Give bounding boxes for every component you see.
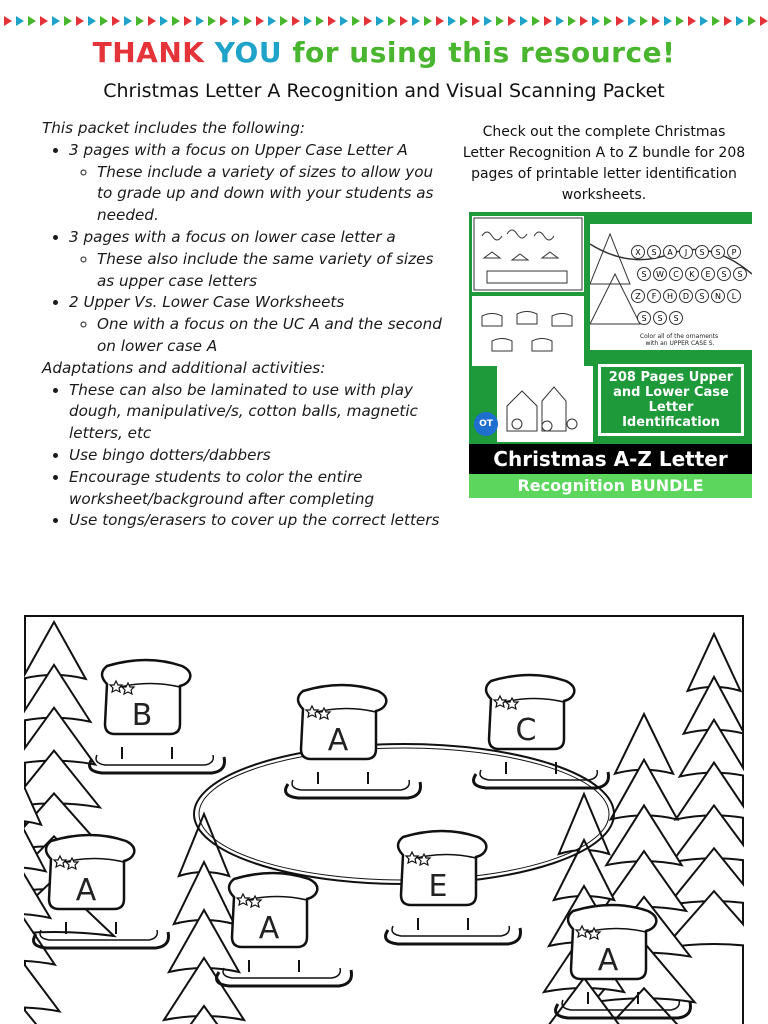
sleigh-letter: C bbox=[515, 713, 537, 748]
border-triangle bbox=[664, 16, 672, 26]
village-sketch bbox=[497, 366, 593, 442]
includes-item: • 3 pages with a focus on Upper Case Letter A ◦ These include a variety of sizes to allow you to grade up and down with your students as needed. bbox=[69, 140, 442, 227]
border-triangle bbox=[196, 16, 204, 26]
border-triangle bbox=[268, 16, 276, 26]
border-triangle bbox=[556, 16, 564, 26]
info-intro: This packet includes the following: bbox=[42, 119, 305, 137]
ornament-letter: K bbox=[689, 270, 695, 279]
adaptation-item: • Use bingo dotters/dabbers bbox=[69, 445, 442, 467]
page-title bbox=[0, 36, 768, 69]
adaptation-item: • Use tongs/erasers to cover up the correct letters bbox=[69, 510, 442, 532]
border-triangle bbox=[616, 16, 624, 26]
ornament bbox=[728, 290, 741, 303]
border-triangle bbox=[628, 16, 636, 26]
border-triangle bbox=[148, 16, 156, 26]
sleigh-letter: A bbox=[258, 911, 280, 946]
ornament bbox=[638, 268, 651, 281]
border-triangle bbox=[172, 16, 180, 26]
border-triangle bbox=[64, 16, 72, 26]
border-triangle bbox=[352, 16, 360, 26]
border-triangle bbox=[484, 16, 492, 26]
border-triangle bbox=[688, 16, 696, 26]
border-triangle bbox=[700, 16, 708, 26]
ornament bbox=[670, 268, 683, 281]
ornament bbox=[686, 268, 699, 281]
bundle-subtitle-bar: Recognition BUNDLE bbox=[469, 474, 752, 498]
ornament bbox=[712, 290, 725, 303]
border-triangle bbox=[16, 16, 24, 26]
adaptations-heading: Adaptations and additional activities: bbox=[42, 358, 326, 377]
sleigh-letter: A bbox=[75, 873, 97, 908]
border-triangle bbox=[160, 16, 168, 26]
ornament-letter: J bbox=[684, 248, 688, 257]
border-triangle bbox=[568, 16, 576, 26]
border-triangle bbox=[400, 16, 408, 26]
includes-subitem: ◦ One with a focus on the UC A and the second on lower case A bbox=[97, 314, 442, 358]
border-triangle bbox=[736, 16, 744, 26]
ornament bbox=[680, 246, 693, 259]
title-you: YOU bbox=[214, 36, 293, 69]
ornament-letter: S bbox=[673, 314, 679, 323]
border-triangle bbox=[316, 16, 324, 26]
border-triangle bbox=[52, 16, 60, 26]
border-triangle bbox=[748, 16, 756, 26]
ornament-letter: S bbox=[651, 248, 657, 257]
ornament-letter: S bbox=[721, 270, 727, 279]
ornament-letter: S bbox=[715, 248, 721, 257]
ornament bbox=[680, 290, 693, 303]
ornament-letter: D bbox=[682, 292, 690, 301]
ornament-letter: S bbox=[641, 314, 647, 323]
ornament-sketch bbox=[590, 224, 752, 350]
border-triangle bbox=[88, 16, 96, 26]
ornament bbox=[718, 268, 731, 281]
sleigh-sketch bbox=[472, 296, 584, 366]
border-triangle bbox=[232, 16, 240, 26]
ornament-letter: E bbox=[705, 270, 711, 279]
border-triangle bbox=[292, 16, 300, 26]
border-triangle bbox=[136, 16, 144, 26]
ornament bbox=[734, 268, 747, 281]
ornament bbox=[712, 246, 725, 259]
includes-subitems bbox=[69, 314, 442, 358]
border-triangle bbox=[280, 16, 288, 26]
ornament-letter: H bbox=[666, 292, 674, 301]
border-triangle bbox=[124, 16, 132, 26]
border-triangle bbox=[412, 16, 420, 26]
border-triangle bbox=[712, 16, 720, 26]
border-triangle bbox=[244, 16, 252, 26]
thumb-sleigh-worksheet bbox=[472, 296, 584, 366]
border-triangle bbox=[220, 16, 228, 26]
border-triangle bbox=[508, 16, 516, 26]
includes-item: • 3 pages with a focus on lower case letter a ◦ These also include the same variety of sizes as upper case letters bbox=[69, 227, 442, 292]
ornament-caption: Color all of the ornaments with an UPPER CASE S. bbox=[639, 333, 719, 347]
pages-badge: 208 Pages Upper and Lower Case Letter Identification bbox=[598, 364, 744, 436]
border-triangle bbox=[184, 16, 192, 26]
includes-item: • 2 Upper Vs. Lower Case Worksheets ◦ One with a focus on the UC A and the second on lower case A bbox=[69, 292, 442, 357]
ornament bbox=[648, 290, 661, 303]
sleigh-worksheet bbox=[24, 614, 744, 1024]
border-triangle bbox=[676, 16, 684, 26]
ornament bbox=[702, 268, 715, 281]
border-triangle bbox=[100, 16, 108, 26]
bundle-promo-text: Check out the complete Christmas Letter Recognition A to Z bundle for 208 pages of printable letter identification worksheets. bbox=[462, 124, 746, 203]
border-triangle bbox=[640, 16, 648, 26]
border-triangle bbox=[724, 16, 732, 26]
ornament-letter: N bbox=[715, 292, 721, 301]
triangle-border bbox=[0, 10, 768, 32]
ornament bbox=[638, 312, 651, 325]
title-thank: THANK bbox=[92, 36, 215, 69]
border-triangle bbox=[4, 16, 12, 26]
reindeer-sketch bbox=[472, 216, 584, 292]
border-triangle bbox=[40, 16, 48, 26]
title-thank-you bbox=[93, 36, 293, 69]
adaptation-item: • Encourage students to color the entire worksheet/background after completing bbox=[69, 467, 442, 511]
border-triangle bbox=[544, 16, 552, 26]
ornament-letter: S bbox=[699, 292, 705, 301]
title-rest: for using this resource! bbox=[292, 36, 676, 69]
ornament-letter: W bbox=[656, 270, 664, 279]
ornament bbox=[664, 290, 677, 303]
border-triangle bbox=[304, 16, 312, 26]
includes-subitem: ◦ These also include the same variety of sizes as upper case letters bbox=[97, 249, 442, 293]
ornament-letter: P bbox=[731, 248, 737, 257]
ornament bbox=[670, 312, 683, 325]
ornament-letter: Z bbox=[635, 292, 641, 301]
border-triangle bbox=[592, 16, 600, 26]
border-triangle bbox=[28, 16, 36, 26]
includes-subitems bbox=[69, 162, 442, 227]
ornament bbox=[696, 290, 709, 303]
border-triangle bbox=[460, 16, 468, 26]
adaptations-list bbox=[42, 380, 442, 533]
ornament-letter: S bbox=[641, 270, 647, 279]
thumb-village-worksheet bbox=[497, 366, 593, 442]
ornament bbox=[696, 246, 709, 259]
packet-subtitle: Christmas Letter A Recognition and Visual Scanning Packet bbox=[103, 80, 665, 102]
border-triangle bbox=[532, 16, 540, 26]
ornament-letter: X bbox=[635, 248, 641, 257]
adaptation-item: • These can also be laminated to use with play dough, manipulative/s, cotton balls, magnetic letters, etc bbox=[69, 380, 442, 445]
ornament-letter: F bbox=[651, 292, 657, 301]
border-triangle bbox=[448, 16, 456, 26]
ornament bbox=[648, 246, 661, 259]
sleigh-letter: B bbox=[131, 698, 153, 733]
border-triangle bbox=[340, 16, 348, 26]
border-triangle bbox=[256, 16, 264, 26]
border-triangle bbox=[652, 16, 660, 26]
bundle-title-bar: Christmas A-Z Letter bbox=[469, 444, 752, 474]
ornament bbox=[632, 290, 645, 303]
sleigh-letter: A bbox=[597, 943, 619, 978]
border-triangle bbox=[112, 16, 120, 26]
ornament-letter: S bbox=[699, 248, 705, 257]
border-triangle bbox=[520, 16, 528, 26]
ot-logo: OT bbox=[474, 412, 498, 436]
border-triangle bbox=[208, 16, 216, 26]
ornament bbox=[728, 246, 741, 259]
thumb-reindeer-worksheet bbox=[472, 216, 584, 292]
border-triangle bbox=[328, 16, 336, 26]
border-triangle bbox=[76, 16, 84, 26]
border-triangle bbox=[424, 16, 432, 26]
ornament bbox=[632, 246, 645, 259]
border-triangle bbox=[364, 16, 372, 26]
border-triangle bbox=[472, 16, 480, 26]
includes-list bbox=[42, 140, 442, 358]
ornament-letter: A bbox=[667, 248, 673, 257]
includes-subitems bbox=[69, 249, 442, 293]
ornament bbox=[654, 312, 667, 325]
sleigh-letter: E bbox=[428, 869, 448, 904]
border-triangle bbox=[496, 16, 504, 26]
ornament-letter: S bbox=[657, 314, 663, 323]
border-triangle bbox=[580, 16, 588, 26]
border-triangle bbox=[388, 16, 396, 26]
sleigh-letter: A bbox=[327, 723, 349, 758]
ornament bbox=[664, 246, 677, 259]
border-triangle bbox=[436, 16, 444, 26]
ornament-letter: C bbox=[673, 270, 679, 279]
packet-info bbox=[42, 118, 442, 532]
thumb-ornament-worksheet bbox=[590, 224, 752, 350]
ornament-letter: S bbox=[737, 270, 743, 279]
border-triangle bbox=[376, 16, 384, 26]
border-triangle bbox=[604, 16, 612, 26]
ornament-letter: L bbox=[731, 292, 737, 301]
includes-subitem: ◦ These include a variety of sizes to allow you to grade up and down with your students as needed. bbox=[97, 162, 442, 227]
border-triangle bbox=[760, 16, 768, 26]
ornament bbox=[654, 268, 667, 281]
